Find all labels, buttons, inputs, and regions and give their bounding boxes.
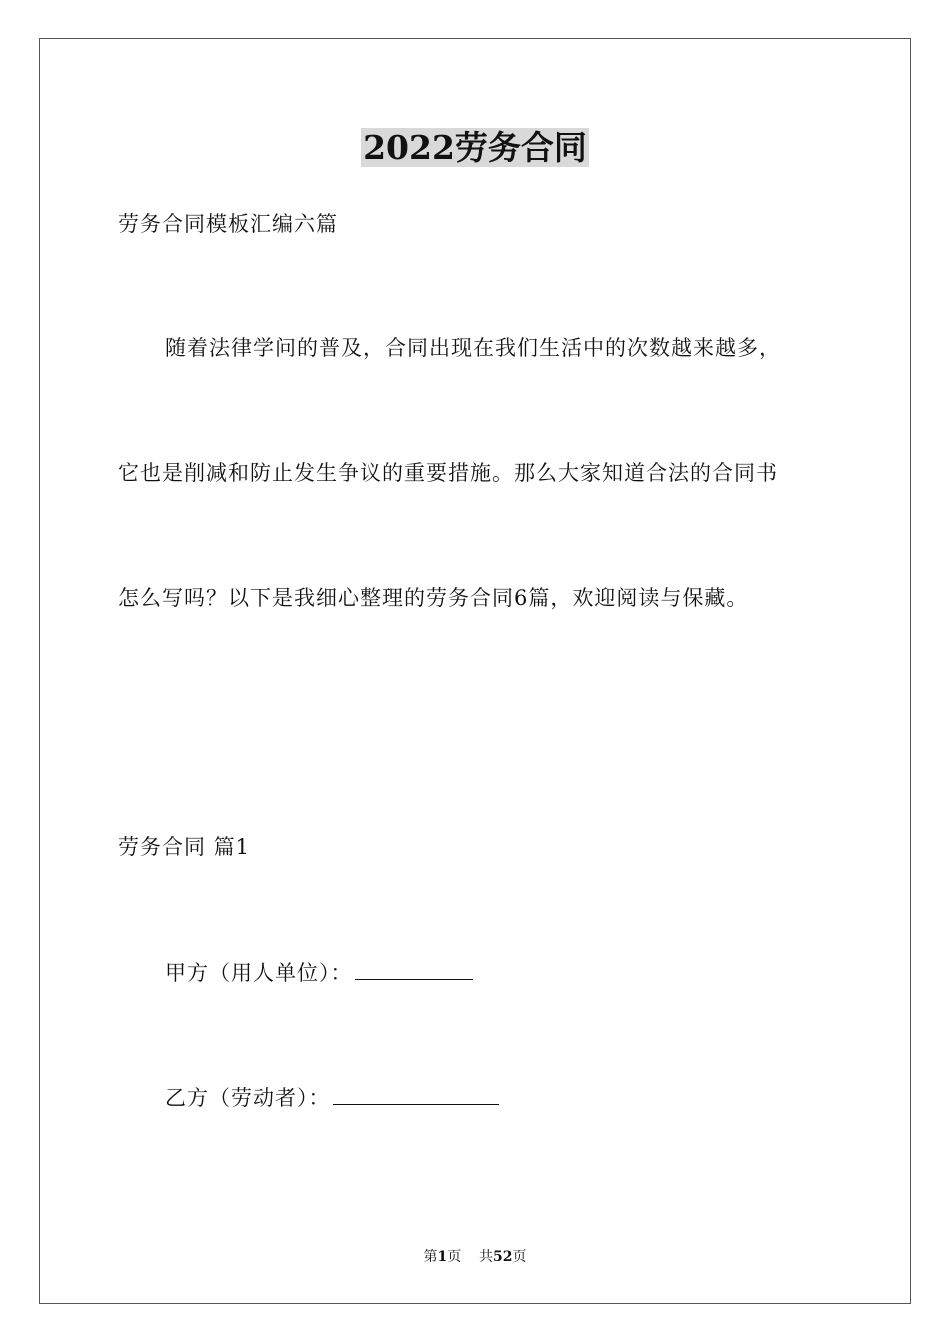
party-b-blank (333, 1082, 499, 1105)
footer-total-pages: 52 (493, 1249, 513, 1265)
party-b-line (165, 1082, 499, 1113)
document-title (0, 126, 950, 170)
footer-total-suffix: 页 (512, 1249, 527, 1265)
party-a-label: 甲方（用人单位）： (165, 961, 353, 985)
footer-page-prefix: 第 (423, 1249, 438, 1265)
intro-line-3: 怎么写吗？以下是我细心整理的劳务合同6篇，欢迎阅读与保藏。 (118, 586, 749, 610)
footer-page-suffix: 页 (447, 1249, 462, 1265)
party-a-line (165, 957, 473, 988)
page-footer (0, 1248, 950, 1266)
document-subtitle: 劳务合同模板汇编六篇 (118, 212, 338, 236)
party-b-label: 乙方（劳动者）： (165, 1086, 331, 1110)
footer-page-number: 1 (437, 1249, 448, 1265)
section-heading: 劳务合同 篇1 (118, 835, 251, 859)
intro-line-2: 它也是削减和防止发生争议的重要措施。那么大家知道合法的合同书 (118, 461, 778, 485)
intro-line-1: 随着法律学问的普及，合同出现在我们生活中的次数越来越多， (165, 336, 781, 360)
footer-total-prefix: 共 (479, 1249, 494, 1265)
party-a-blank (355, 957, 473, 980)
document-title-text: 2022劳务合同 (363, 128, 587, 167)
